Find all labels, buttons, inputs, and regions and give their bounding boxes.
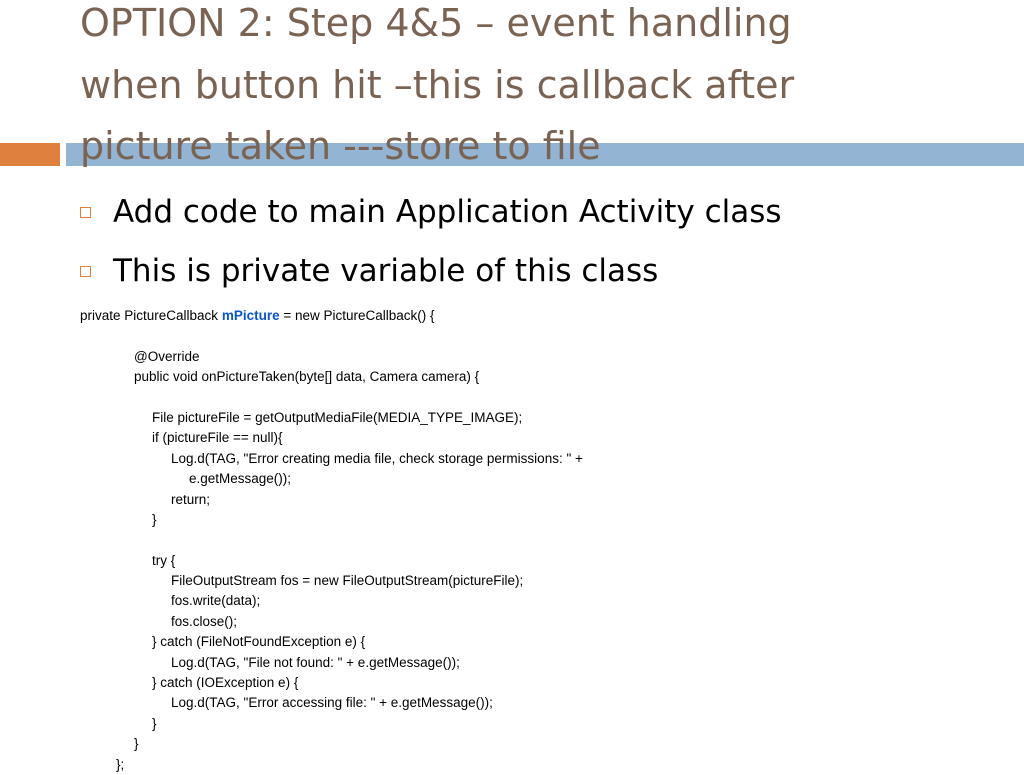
code-line: } — [152, 715, 157, 731]
code-line: } catch (FileNotFoundException e) { — [152, 634, 366, 650]
square-bullet-icon — [80, 266, 91, 277]
code-line: public void onPictureTaken(byte[] data, Camera camera) { — [134, 369, 480, 385]
code-line — [80, 388, 583, 408]
code-line: try { — [152, 552, 176, 568]
code-line — [80, 326, 583, 346]
slide-title-line-3: picture taken ---store to file — [80, 124, 601, 168]
bullet-text: Add code to main Application Activity class — [113, 194, 782, 230]
code-line: FileOutputStream fos = new FileOutputStream(pictureFile); — [171, 573, 524, 589]
code-text: = new PictureCallback() { — [279, 308, 435, 323]
code-line: } — [134, 736, 139, 752]
bullet-item — [80, 253, 658, 289]
bullet-text: This is private variable of this class — [113, 253, 659, 289]
bullet-item — [80, 194, 782, 230]
code-highlight: mPicture — [221, 308, 280, 323]
slide-title-line-2: when button hit –this is callback after — [80, 63, 795, 107]
code-line: Log.d(TAG, "Error creating media file, check storage permissions: " + — [171, 450, 583, 466]
code-line: if (pictureFile == null){ — [152, 430, 283, 446]
code-line: return; — [171, 491, 211, 507]
code-line: Log.d(TAG, "Error accessing file: " + e.getMessage()); — [171, 695, 493, 711]
code-line: fos.close(); — [171, 613, 238, 629]
code-block — [80, 306, 583, 775]
code-line: Log.d(TAG, "File not found: " + e.getMessage()); — [171, 654, 460, 670]
code-line: @Override — [134, 348, 200, 364]
code-line: } — [152, 511, 157, 527]
title-accent-bar-left — [0, 143, 60, 166]
code-line — [80, 306, 583, 326]
code-line: e.getMessage()); — [189, 471, 292, 487]
code-line: fos.write(data); — [171, 593, 261, 609]
code-line: }; — [116, 756, 125, 772]
code-text: private PictureCallback — [80, 308, 222, 323]
square-bullet-icon — [80, 207, 91, 218]
slide-title-line-1: OPTION 2: Step 4&5 – event handling — [80, 1, 792, 45]
code-line: File pictureFile = getOutputMediaFile(MEDIA_TYPE_IMAGE); — [152, 409, 523, 425]
code-line — [80, 530, 583, 550]
code-line: } catch (IOException e) { — [152, 675, 299, 691]
